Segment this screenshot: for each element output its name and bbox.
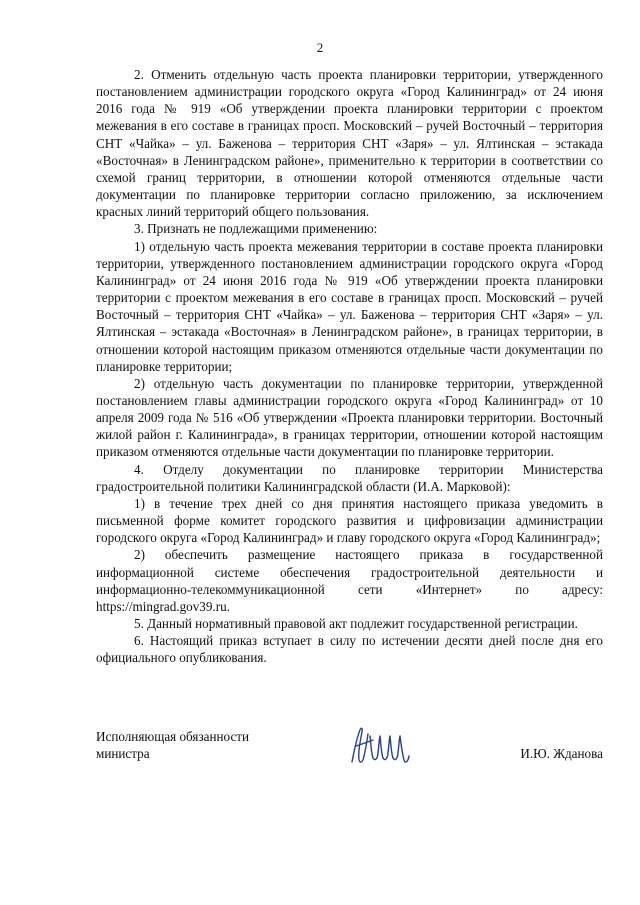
signatory-title	[96, 728, 249, 762]
signatory-title-line-2: министра	[96, 746, 150, 761]
signatory-name: И.Ю. Жданова	[520, 746, 603, 761]
paragraph-item-6: 6. Настоящий приказ вступает в силу по истечении десяти дней после дня его официального опубликования.	[96, 633, 603, 666]
handwritten-signature	[346, 718, 416, 770]
paragraph-item-2: 2. Отменить отдельную часть проекта планировки территории, утвержденного постановлением администрации городского округа «Город Калининград» от 24 июня 2016 года № 919 «Об утверждении проекта планировки территории с проектом межевания в его составе в границах просп. Московский – ручей Восточный – территория СНТ «Чайка» – ул. Баженова – территория СНТ «Заря» – ул. Ялтинская – эстакада «Восточная» в Ленинградском районе», применительно к территории в соответствии со схемой границ территории, в отношении которой отменяются отдельные части документации по планировке территории согласно приложению, за исключением красных линий территорий общего пользования.	[96, 67, 603, 220]
paragraph-item-5: 5. Данный нормативный правовой акт подлежит государственной регистрации.	[134, 616, 578, 631]
paragraph-item-3-1: 1) отдельную часть проекта межевания территории в составе проекта планировки территории, утвержденного постановлением администрации городского округа «Город Калининград» от 24 июня 2016 года № 919 «Об утверждении проекта планировки территории с проектом межевания в его составе в границах просп. Московский – ручей Восточный – территория СНТ «Чайка» – ул. Баженова – территория СНТ «Заря» – ул. Ялтинская – эстакада «Восточная» в Ленинградском районе», в границах территории, в отношении которой настоящим приказом отменяются отдельные части документации по планировке территории;	[96, 238, 603, 374]
paragraph-item-4-2: 2) обеспечить размещение настоящего приказа в государственной информационной системе обеспечения градостроительной деятельности и информационно-телекоммуникационной сети «Интернет» по адресу: https://mingrad.gov39.ru.	[96, 547, 603, 614]
page-number: 2	[316, 40, 324, 55]
paragraph-item-4-1: 1) в течение трех дней со дня принятия настоящего приказа уведомить в письменной форме комитет городского развития и цифровизации администрации городского округа «Город Калининград» и главу городского округа «Город Калининград»;	[96, 495, 603, 546]
document-body	[96, 66, 603, 666]
signatory-title-line-1: Исполняющая обязанности	[96, 729, 250, 744]
paragraph-item-3: 3. Признать не подлежащими применению:	[134, 221, 378, 237]
signature-block	[96, 728, 603, 788]
paragraph-item-4: 4. Отделу документации по планировке территории Министерства градостроительной политики Калининградской области (И.А. Марковой):	[96, 461, 603, 494]
paragraph-item-3-2: 2) отдельную часть документации по планировке территории, утвержденной постановлением главы администрации городского округа «Город Калининград» от 10 апреля 2009 года № 516 «Об утверждении «Проекта планировки территории. Восточный жилой район г. Калининграда», в границах территории, отношении которой настоящим приказом отменяются отдельные части документации по планировке территории.	[96, 375, 603, 460]
